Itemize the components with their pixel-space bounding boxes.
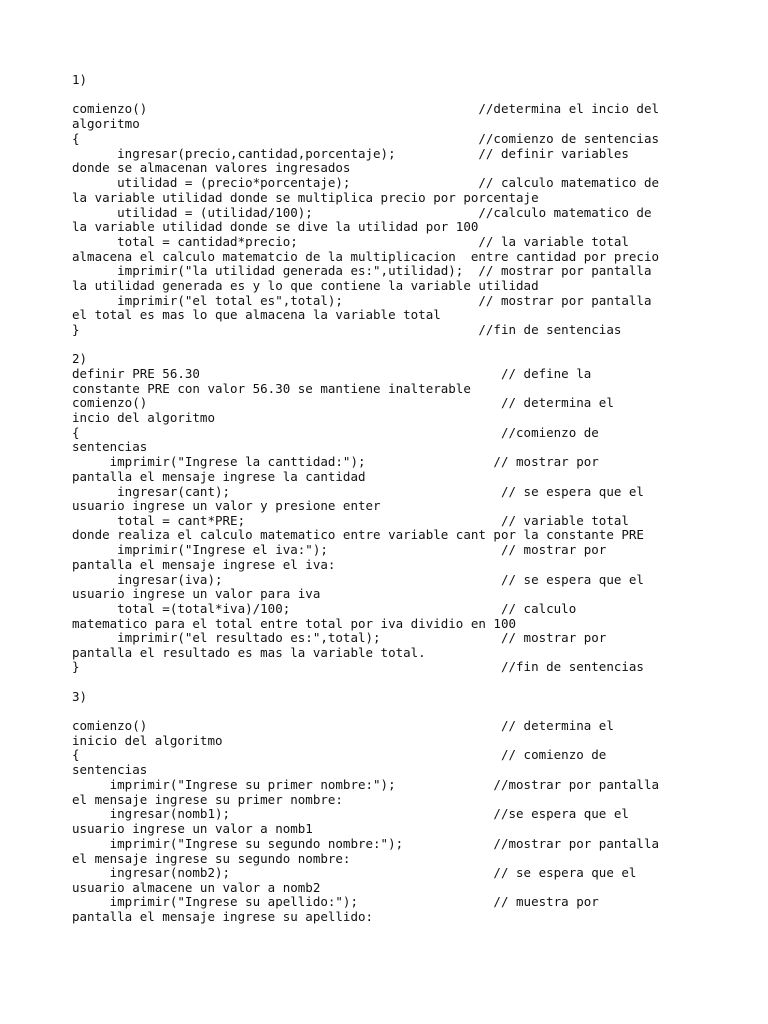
code-line: imprimir("el resultado es:",total); // mostrar por xyxy=(72,630,607,645)
code-line: ingresar(nomb1); //se espera que el xyxy=(72,806,629,821)
code-line: total =(total*iva)/100; // calculo xyxy=(72,601,577,616)
code-line: matematico para el total entre total por iva dividio en 100 xyxy=(72,616,517,631)
code-line: comienzo() //determina el incio del xyxy=(72,101,659,116)
code-line: { // comienzo de xyxy=(72,747,607,762)
code-line: almacena el calculo matematcio de la multiplicacion entre cantidad por precio xyxy=(72,249,659,264)
code-line: { //comienzo de xyxy=(72,425,599,440)
code-line: la utilidad generada es y lo que contiene la variable utilidad xyxy=(72,278,539,293)
section-3-heading: 3) xyxy=(72,689,88,704)
code-line: { //comienzo de sentencias xyxy=(72,131,659,146)
code-line: donde realiza el calculo matematico entre variable cant por la constante PRE xyxy=(72,527,644,542)
code-line: total = cant*PRE; // variable total xyxy=(72,513,629,528)
code-line: utilidad = (precio*porcentaje); // calculo matematico de xyxy=(72,175,659,190)
code-line: imprimir("el total es",total); // mostrar por pantalla xyxy=(72,293,652,308)
section-2-heading: 2) xyxy=(72,351,88,366)
code-line: algoritmo xyxy=(72,116,140,131)
code-line: pantalla el resultado es mas la variable total. xyxy=(72,645,426,660)
code-line: usuario ingrese un valor para iva xyxy=(72,586,321,601)
code-line: sentencias xyxy=(72,762,148,777)
code-line: imprimir("Ingrese su segundo nombre:"); //mostrar por pantalla xyxy=(72,836,659,851)
code-line: la variable utilidad donde se multiplica precio por porcentaje xyxy=(72,190,539,205)
code-line: ingresar(iva); // se espera que el xyxy=(72,572,644,587)
code-line: } //fin de sentencias xyxy=(72,322,622,337)
code-line: imprimir("Ingrese la canttidad:"); // mostrar por xyxy=(72,454,599,469)
code-line: total = cantidad*precio; // la variable total xyxy=(72,234,629,249)
code-line: imprimir("Ingrese el iva:"); // mostrar por xyxy=(72,542,607,557)
code-line: imprimir("Ingrese su apellido:"); // muestra por xyxy=(72,894,599,909)
code-line: el total es mas lo que almacena la variable total xyxy=(72,307,441,322)
code-line: ingresar(precio,cantidad,porcentaje); // definir variables xyxy=(72,146,629,161)
code-line: donde se almacenan valores ingresados xyxy=(72,160,351,175)
code-line: utilidad = (utilidad/100); //calculo matematico de xyxy=(72,205,652,220)
code-line: imprimir("Ingrese su primer nombre:"); //mostrar por pantalla xyxy=(72,777,659,792)
code-line: inicio del algoritmo xyxy=(72,733,223,748)
code-line: usuario almacene un valor a nomb2 xyxy=(72,880,321,895)
code-line: usuario ingrese un valor a nomb1 xyxy=(72,821,313,836)
code-line: sentencias xyxy=(72,439,148,454)
code-line: constante PRE con valor 56.30 se mantiene inalterable xyxy=(72,381,471,396)
code-line: usuario ingrese un valor y presione enter xyxy=(72,498,381,513)
code-line: el mensaje ingrese su primer nombre: xyxy=(72,792,343,807)
code-line: pantalla el mensaje ingrese el iva: xyxy=(72,557,336,572)
code-line: el mensaje ingrese su segundo nombre: xyxy=(72,851,351,866)
section-1-heading: 1) xyxy=(72,72,88,87)
code-line: pantalla el mensaje ingrese la cantidad xyxy=(72,469,366,484)
code-line: ingresar(nomb2); // se espera que el xyxy=(72,865,637,880)
code-line: pantalla el mensaje ingrese su apellido: xyxy=(72,909,374,924)
code-line: definir PRE 56.30 // define la xyxy=(72,366,592,381)
code-line: } //fin de sentencias xyxy=(72,659,644,674)
code-line: ingresar(cant); // se espera que el xyxy=(72,484,644,499)
code-line: la variable utilidad donde se dive la utilidad por 100 xyxy=(72,219,479,234)
code-line: imprimir("la utilidad generada es:",utilidad); // mostrar por pantalla xyxy=(72,263,652,278)
code-line: incio del algoritmo xyxy=(72,410,215,425)
code-line: comienzo() // determina el xyxy=(72,718,614,733)
code-line: comienzo() // determina el xyxy=(72,395,614,410)
